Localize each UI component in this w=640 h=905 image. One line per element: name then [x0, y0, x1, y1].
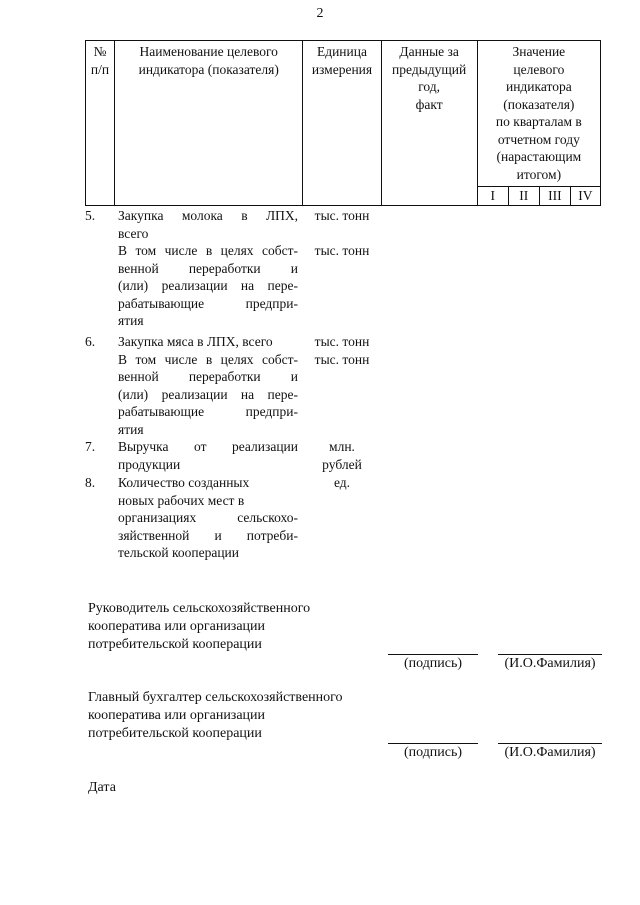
row-unit: рублей	[322, 456, 362, 472]
header-col-number: № п/п	[86, 41, 115, 206]
row-unit: тыс. тонн	[314, 351, 370, 367]
header-quarter-1: I	[477, 187, 508, 206]
header-col-previous-year: Данные за предыдущий год, факт	[381, 41, 477, 206]
row-unit: тыс. тонн	[314, 208, 370, 223]
signature-title-accountant: Главный бухгалтер сельскохозяйственного кооператива или организации потребительской кооперации	[88, 690, 343, 741]
row-number: 7.	[85, 439, 96, 454]
header-quarter-4: IV	[570, 187, 600, 206]
signature-title-head: Руководитель сельскохозяйственного кооператива или организации потребительской кооперации	[88, 601, 311, 652]
signature-line	[388, 654, 478, 655]
header-col-unit: Единица измерения	[303, 41, 381, 206]
row-name: Количество созданных новых рабочих мест в организациях сельскохо- зяйственной и потреби- тельской кооперации	[118, 475, 298, 560]
signature-caption: (подпись)	[403, 745, 463, 760]
name-caption: (И.О.Фамилия)	[504, 745, 596, 760]
row-unit: тыс. тонн	[314, 243, 370, 258]
signature-line	[388, 743, 478, 744]
name-caption: (И.О.Фамилия)	[504, 656, 596, 671]
header-quarter-3: III	[539, 187, 570, 206]
row-unit: ед.	[333, 475, 351, 490]
name-line	[498, 743, 602, 744]
row-name: Закупка молока в ЛПХ, всего В том числе в целях собст- венной переработки и (или) реализации на пере- рабатывающие предпри- ятия	[118, 208, 298, 328]
date-label: Дата	[88, 780, 116, 795]
row-name: Закупка мяса в ЛПХ, всего В том числе в целях собст- венной переработки и (или) реализации на пере- рабатывающие предпри- ятия	[118, 334, 298, 437]
row-number: 8.	[85, 475, 96, 490]
header-quarter-2: II	[508, 187, 539, 206]
row-number: 5.	[85, 208, 96, 223]
header-col-quarterly-value: Значение целевого индикатора (показателя) по кварталам в отчетном году (нарастающим итогом)	[477, 41, 600, 187]
page-number: 2	[316, 6, 324, 21]
row-name: Выручка от реализации продукции	[118, 439, 298, 472]
name-line	[498, 654, 602, 655]
row-unit: тыс. тонн	[314, 334, 370, 349]
indicator-table-header	[85, 40, 601, 206]
row-unit: млн.	[329, 439, 355, 454]
row-number: 6.	[85, 334, 96, 349]
signature-caption: (подпись)	[403, 656, 463, 671]
header-col-name: Наименование целевого индикатора (показателя)	[115, 41, 303, 206]
